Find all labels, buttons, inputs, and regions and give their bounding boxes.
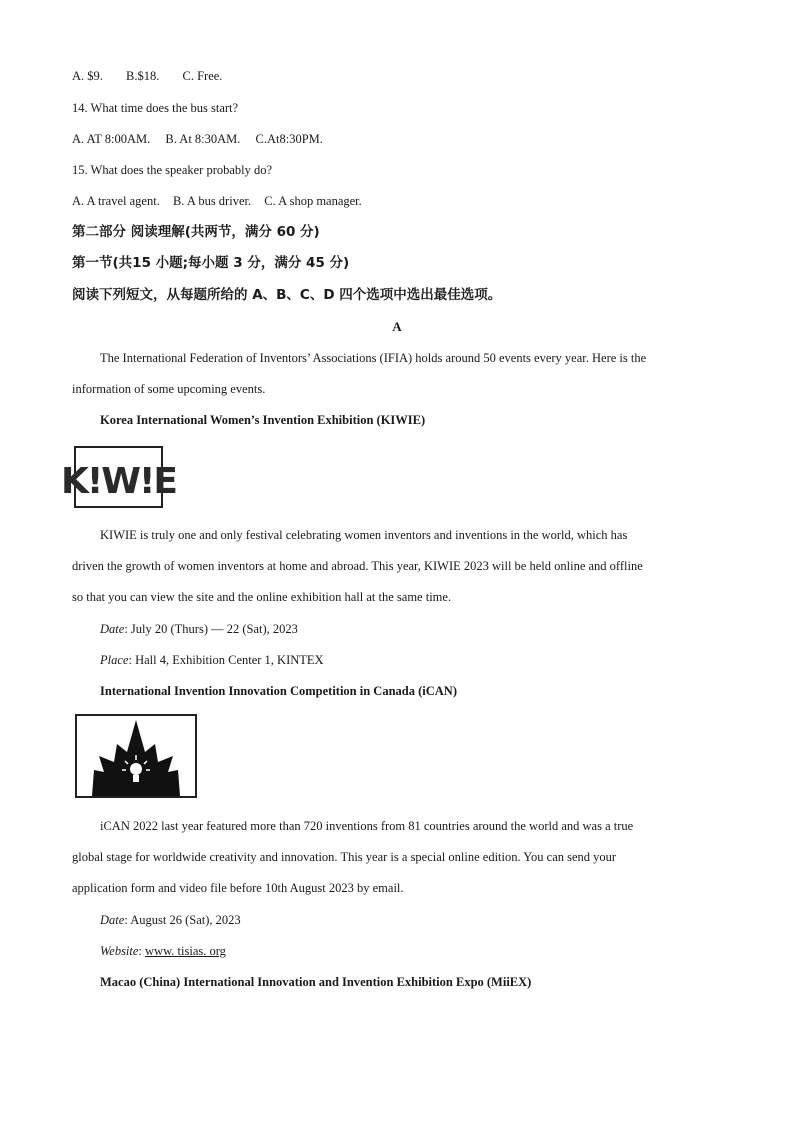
q13-option-b: B.$18. <box>126 69 160 83</box>
ican-logo <box>75 714 197 798</box>
kiwie-logo-text: K!W!E <box>60 461 177 502</box>
q15-option-a: A. A travel agent. <box>72 194 160 208</box>
kiwie-logo-graphic <box>60 448 177 506</box>
kiwie-place-label: Place <box>100 653 129 667</box>
ican-website-sep: : <box>138 944 146 958</box>
ican-date <box>100 912 241 928</box>
kiwie-place <box>100 652 324 668</box>
kiwie-body-line-2: driven the growth of women inventors at home and abroad. This year, KIWIE 2023 will be held online and offline <box>72 559 643 573</box>
kiwie-body-line-3: so that you can view the site and the online exhibition hall at the same time. <box>72 590 452 604</box>
ican-website-link[interactable]: www. tisias. org <box>145 944 226 958</box>
q14-option-a: A. AT 8:00AM. <box>72 132 151 146</box>
q15-option-b: B. A bus driver. <box>172 194 252 208</box>
kiwie-logo <box>60 446 177 508</box>
miiex-title: Macao (China) International Innovation and Invention Exhibition Expo (MiiEX) <box>100 975 532 989</box>
ican-body-line-1: iCAN 2022 last year featured more than 720 inventions from 81 countries around the world and was a true <box>100 819 634 833</box>
ican-body-line-2: global stage for worldwide creativity and innovation. This year is a special online edition. You can send your <box>72 850 617 864</box>
kiwie-title: Korea International Women’s Invention Exhibition (KIWIE) <box>100 413 426 427</box>
q14-option-c: C.At8:30PM. <box>255 132 323 146</box>
q13-options <box>72 68 222 84</box>
q13-option-c: C. Free. <box>182 69 223 83</box>
kiwie-body-line-1: KIWIE is truly one and only festival celebrating women inventors and inventions in the world, which has <box>100 528 628 542</box>
part2-title: 第二部分 阅读理解(共两节，满分 60 分) <box>72 224 320 240</box>
kiwie-date-label: Date <box>100 622 125 636</box>
q14-option-b: B. At 8:30AM. <box>165 132 241 146</box>
q14-question: 14. What time does the bus start? <box>72 101 239 115</box>
maple-leaf-bulb-icon <box>77 716 195 796</box>
passage-letter: A <box>392 319 402 334</box>
intro-line-2: information of some upcoming events. <box>72 382 266 396</box>
reading-instruction: 阅读下列短文，从每题所给的 A、B、C、D 四个选项中选出最佳选项。 <box>72 287 502 303</box>
section1-title: 第一节(共15 小题;每小题 3 分，满分 45 分) <box>72 255 350 271</box>
ican-title: International Invention Innovation Competition in Canada (iCAN) <box>100 684 457 698</box>
ican-body-line-3: application form and video file before 10th August 2023 by email. <box>72 881 404 895</box>
q14-options <box>72 131 323 147</box>
ican-website <box>100 943 226 959</box>
ican-date-value: : August 26 (Sat), 2023 <box>124 913 241 927</box>
q15-option-c: C. A shop manager. <box>264 194 362 208</box>
kiwie-place-value: : Hall 4, Exhibition Center 1, KINTEX <box>128 653 324 667</box>
intro-line-1: The International Federation of Inventors’ Associations (IFIA) holds around 50 events every year. Here is the <box>100 351 647 365</box>
ican-date-label: Date <box>100 913 125 927</box>
ican-website-label: Website <box>100 944 139 958</box>
kiwie-date <box>100 621 298 637</box>
kiwie-date-value: : July 20 (Thurs) — 22 (Sat), 2023 <box>124 622 298 636</box>
q15-options <box>72 193 362 209</box>
q15-question: 15. What does the speaker probably do? <box>72 163 273 177</box>
q13-option-a: A. $9. <box>72 69 103 83</box>
